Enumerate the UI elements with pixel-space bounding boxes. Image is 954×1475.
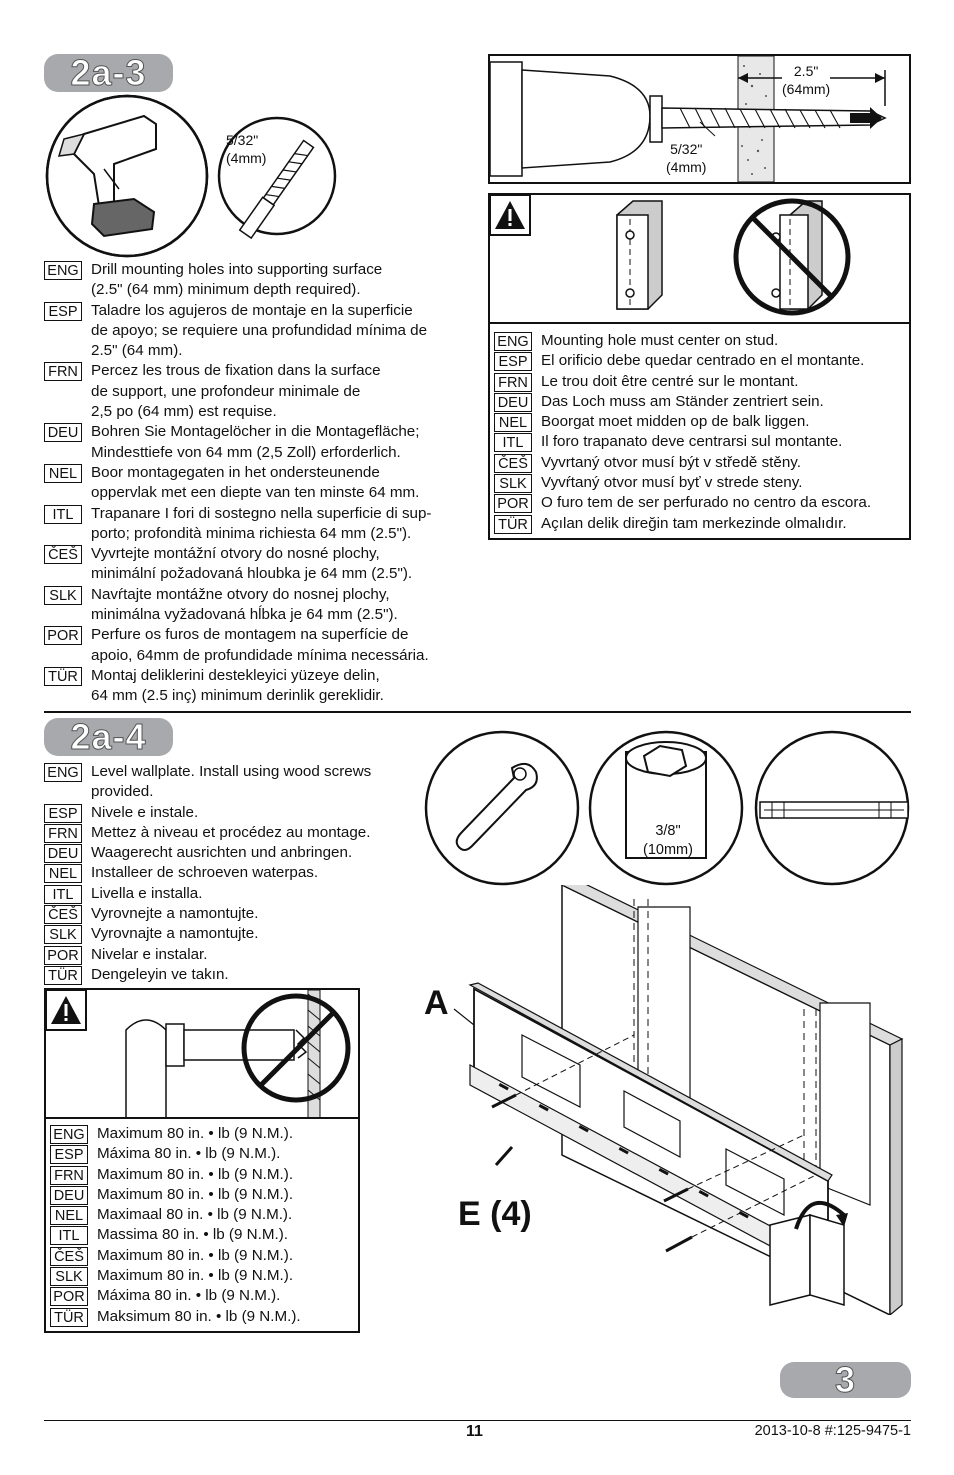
language-text: Livella e installa.	[91, 884, 203, 902]
language-code: FRN	[44, 824, 82, 843]
stud-warning-text	[494, 331, 909, 534]
tool-circles	[424, 728, 914, 888]
language-text: Máxima 80 in. • lb (9 N.M.).	[97, 1287, 281, 1305]
drill-size-label: 5/32" (4mm)	[666, 141, 707, 175]
language-code: ITL	[44, 505, 82, 524]
language-text: Boorgat moet midden op de balk liggen.	[541, 413, 810, 431]
language-code: FRN	[44, 362, 82, 381]
language-row	[44, 884, 424, 904]
language-row	[494, 412, 909, 432]
language-row	[494, 372, 909, 392]
language-row	[44, 504, 474, 545]
language-row	[44, 260, 474, 301]
language-code: FRN	[494, 373, 532, 392]
language-row	[44, 904, 424, 924]
language-text: Maksimum 80 in. • lb (9 N.M.).	[97, 1307, 301, 1325]
language-code: ČEŠ	[494, 454, 532, 473]
language-row	[50, 1165, 355, 1185]
language-code: ITL	[494, 433, 532, 452]
language-text: Maximum 80 in. • lb (9 N.M.).	[97, 1246, 294, 1264]
language-code: DEU	[44, 844, 82, 863]
language-text: Maximum 80 in. • lb (9 N.M.).	[97, 1125, 294, 1142]
language-row	[50, 1205, 355, 1225]
language-text: Das Loch muss am Ständer zentriert sein.	[541, 392, 824, 410]
language-code: ESP	[50, 1145, 88, 1164]
language-text: Drill mounting holes into supporting surface (2.5" (64 mm) minimum depth required).	[91, 261, 383, 299]
language-row	[50, 1246, 355, 1266]
language-code: DEU	[50, 1186, 88, 1205]
language-code: ITL	[50, 1226, 88, 1245]
language-text: Máxima 80 in. • lb (9 N.M.).	[97, 1145, 281, 1163]
document-id: 2013-10-8 #:125-9475-1	[754, 1423, 911, 1439]
language-row	[44, 463, 474, 504]
language-code: SLK	[44, 925, 82, 944]
language-row	[44, 965, 424, 985]
language-text: Montaj deliklerini destekleyici yüzeye delin, 64 mm (2.5 inç) minimum derinlik gereklidir.	[91, 666, 384, 705]
language-text: Vyrovnajte a namontujte.	[91, 925, 259, 943]
language-row	[44, 361, 474, 422]
language-code: POR	[50, 1287, 88, 1306]
language-text: Le trou doit être centré sur le montant.	[541, 372, 799, 390]
language-row	[494, 473, 909, 493]
language-row	[50, 1185, 355, 1205]
step-2a4-instructions	[44, 762, 424, 985]
language-text: Mettez à niveau et procédez au montage.	[91, 823, 371, 841]
language-text: Bohren Sie Montagelöcher in die Montagefläche; Mindesttiefe von 64 mm (2,5 Zoll) erforderlich.	[91, 423, 420, 461]
language-text: Vyvrtejte montážní otvory do nosné plochy, minimální požadovaná hloubka je 64 mm (2.5").	[91, 545, 413, 583]
language-code: NEL	[494, 413, 532, 432]
language-code: ENG	[494, 332, 532, 351]
language-row	[50, 1286, 355, 1306]
language-text: Maximum 80 in. • lb (9 N.M.).	[97, 1267, 294, 1285]
language-code: ESP	[494, 352, 532, 371]
language-code: NEL	[44, 864, 82, 883]
wallplate-install-diagram	[440, 885, 910, 1315]
language-text: Trapanare I fori di sostegno nella superficie di sup- porto; profondità minima richiesta 64 mm (2.5").	[91, 504, 432, 542]
language-code: SLK	[494, 474, 532, 493]
language-row	[494, 331, 909, 351]
language-text: Percez les trous de fixation dans la surface de support, une profondeur minimale de 2,5 po (64 mm) est requise.	[91, 362, 381, 421]
socket-size-label: 3/8" (10mm)	[643, 823, 693, 858]
language-text: El orificio debe quedar centrado en el montante.	[541, 352, 865, 370]
language-row	[50, 1307, 355, 1327]
language-row	[50, 1225, 355, 1245]
next-step-badge: 3	[780, 1362, 911, 1398]
language-text: Boor montagegaten in het ondersteunende oppervlak met een diepte van ten minste 64 mm.	[91, 463, 420, 502]
language-row	[494, 493, 909, 513]
language-text: O furo tem de ser perfurado no centro da escora.	[541, 494, 872, 512]
language-row	[44, 666, 474, 707]
language-row	[494, 514, 909, 534]
language-text: Maximum 80 in. • lb (9 N.M.).	[97, 1185, 294, 1203]
language-code: ESP	[44, 804, 82, 823]
language-code: ESP	[44, 302, 82, 321]
step-badge-2a4: 2a-4	[44, 718, 173, 756]
language-code: POR	[44, 946, 82, 965]
language-text: Vyrovnejte a namontujte.	[91, 905, 259, 923]
language-row	[494, 432, 909, 452]
language-code: SLK	[44, 586, 82, 605]
torque-text	[50, 1124, 355, 1327]
language-code: ČEŠ	[50, 1247, 88, 1266]
step-2a3-instructions	[44, 260, 474, 707]
language-text: Il foro trapanato deve centrarsi sul montante.	[541, 433, 843, 451]
language-row	[44, 422, 474, 463]
language-text: Massima 80 in. • lb (9 N.M.).	[97, 1226, 288, 1244]
language-row	[44, 585, 474, 626]
part-label-a: A	[424, 984, 449, 1022]
language-code: DEU	[44, 423, 82, 442]
section-divider	[44, 711, 911, 713]
language-row	[44, 803, 424, 823]
language-text: Vyvŕtaný otvor musí byť v strede steny.	[541, 474, 803, 492]
language-code: SLK	[50, 1267, 88, 1286]
language-code: ČEŠ	[44, 905, 82, 924]
footer-divider	[44, 1420, 911, 1421]
language-code: POR	[494, 494, 532, 513]
language-row	[44, 945, 424, 965]
torque-warning-box	[44, 988, 360, 1333]
language-code: ITL	[44, 885, 82, 904]
language-code: FRN	[50, 1166, 88, 1185]
part-label-e: E (4)	[458, 1195, 532, 1233]
language-code: NEL	[50, 1206, 88, 1225]
socket-wrench-icon	[426, 732, 578, 884]
language-row	[50, 1124, 355, 1144]
depth-label: 2.5" (64mm)	[782, 63, 831, 97]
language-text: Waagerecht ausrichten und anbringen.	[91, 844, 353, 862]
language-text: Installeer de schroeven waterpas.	[91, 864, 319, 882]
language-text: Level wallplate. Install using wood screws provided.	[91, 763, 372, 801]
language-row	[44, 924, 424, 944]
language-row	[494, 351, 909, 371]
language-code: TÜR	[50, 1308, 88, 1327]
language-text: Maximaal 80 in. • lb (9 N.M.).	[97, 1206, 293, 1224]
language-row	[50, 1266, 355, 1286]
language-text: Nivele e instale.	[91, 803, 199, 821]
language-row	[44, 823, 424, 843]
language-code: TÜR	[44, 667, 82, 686]
language-row	[44, 544, 474, 585]
language-row	[50, 1144, 355, 1164]
language-row	[44, 762, 424, 803]
bit-size-label: 5/32" (4mm)	[226, 132, 267, 166]
language-code: ENG	[44, 261, 82, 280]
language-code: NEL	[44, 464, 82, 483]
language-code: ENG	[44, 763, 82, 782]
language-row	[494, 453, 909, 473]
drill-illustration	[44, 94, 344, 264]
language-text: Nivelar e instalar.	[91, 945, 208, 963]
language-text: Perfure os furos de montagem na superfície de apoio, 64mm de profundidade mínima necessária.	[91, 626, 429, 664]
language-code: DEU	[494, 393, 532, 412]
language-text: Açılan delik direğin tam merkezinde olmalıdır.	[541, 514, 847, 532]
language-code: TÜR	[494, 515, 532, 534]
step-badge-2a3: 2a-3	[44, 54, 173, 92]
language-code: ENG	[50, 1125, 88, 1144]
language-code: POR	[44, 626, 82, 645]
level-icon	[756, 732, 908, 884]
language-row	[44, 863, 424, 883]
language-code: TÜR	[44, 966, 82, 985]
socket-icon	[590, 732, 742, 884]
language-code: ČEŠ	[44, 545, 82, 564]
language-row	[44, 625, 474, 666]
language-row	[494, 392, 909, 412]
language-row	[44, 301, 474, 362]
language-text: Vyvrtaný otvor musí být v středě stěny.	[541, 453, 801, 471]
language-text: Taladre los agujeros de montaje en la superficie de apoyo; se requiere una profundidad mínima de 2.5" (64 mm).	[91, 301, 428, 360]
language-text: Dengeleyin ve takın.	[91, 965, 229, 983]
page-number: 11	[466, 1423, 483, 1440]
language-text: Mounting hole must center on stud.	[541, 332, 779, 349]
language-text: Navŕtajte montážne otvory do nosnej plochy, minimálna vyžadovaná hĺbka je 64 mm (2.5").	[91, 585, 398, 624]
language-text: Maximum 80 in. • lb (9 N.M.).	[97, 1165, 294, 1183]
stud-warning-box	[488, 193, 911, 540]
language-row	[44, 843, 424, 863]
